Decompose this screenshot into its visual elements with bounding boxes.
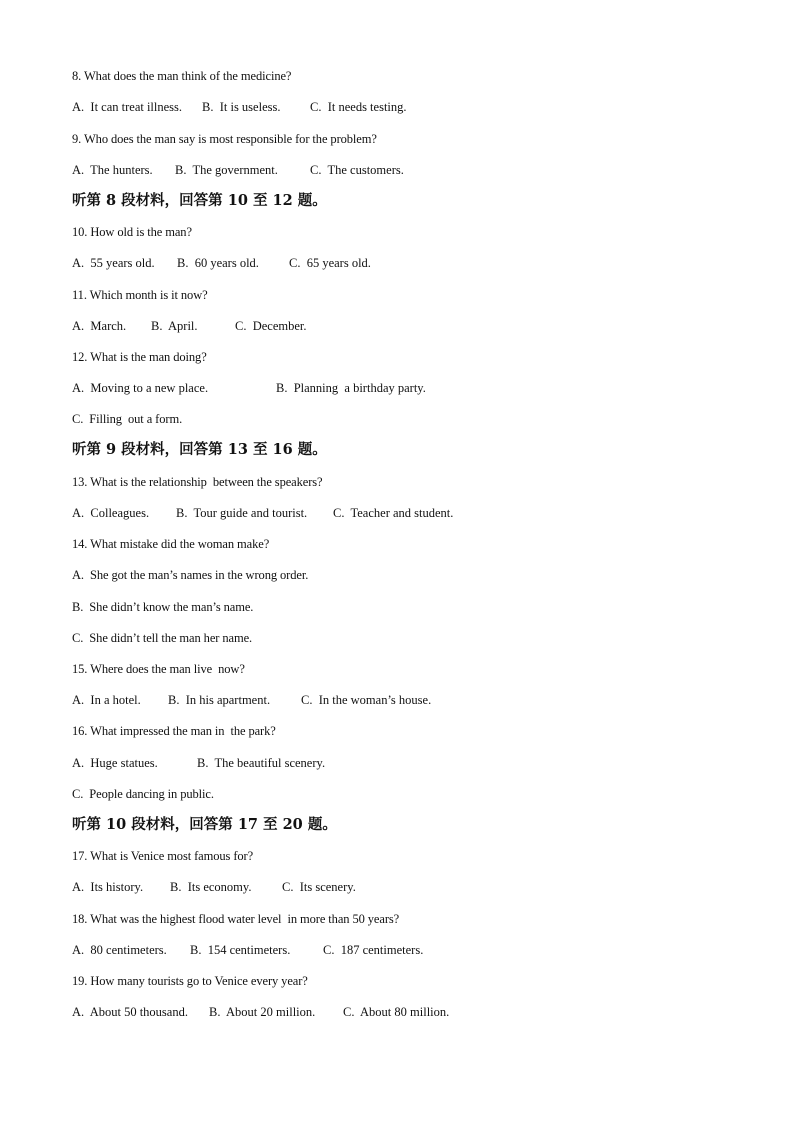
section-heading-9: 听第 9 段材料，回答第 13 至 16 题。	[72, 441, 327, 458]
option-b: B. About 20 million.	[209, 1005, 316, 1019]
option-a: A. Its history.	[72, 880, 144, 894]
question-13: 13. What is the relationship between the speakers?	[72, 475, 323, 489]
question-14: 14. What mistake did the woman make?	[72, 537, 270, 551]
option-a: A. In a hotel.	[72, 693, 141, 707]
option-a: A. About 50 thousand.	[72, 1005, 188, 1019]
question-11: 11. Which month is it now?	[72, 288, 208, 302]
option-c: C. 65 years old.	[289, 256, 371, 270]
option-b: B. 154 centimeters.	[190, 943, 291, 957]
option-b: B. The government.	[175, 163, 278, 177]
option-a: A. She got the man’s names in the wrong order.	[72, 568, 309, 582]
question-10: 10. How old is the man?	[72, 225, 192, 239]
question-8: 8. What does the man think of the medicine?	[72, 69, 292, 83]
option-a: A. 80 centimeters.	[72, 943, 167, 957]
option-b: B. She didn’t know the man’s name.	[72, 600, 254, 614]
option-c: C. December.	[235, 319, 307, 333]
option-c: C. 187 centimeters.	[323, 943, 424, 957]
question-19: 19. How many tourists go to Venice every year?	[72, 974, 308, 988]
option-b: B. Its economy.	[170, 880, 252, 894]
option-b: B. In his apartment.	[168, 693, 271, 707]
option-b: B. Planning a birthday party.	[276, 381, 426, 395]
option-b: B. It is useless.	[202, 100, 281, 114]
option-c: C. Its scenery.	[282, 880, 356, 894]
option-b: B. April.	[151, 319, 198, 333]
option-b: B. Tour guide and tourist.	[176, 506, 308, 520]
section-heading-8: 听第 8 段材料，回答第 10 至 12 题。	[72, 192, 327, 209]
question-17: 17. What is Venice most famous for?	[72, 849, 254, 863]
option-b: B. The beautiful scenery.	[197, 756, 326, 770]
option-c: C. In the woman’s house.	[301, 693, 432, 707]
option-c: C. She didn’t tell the man her name.	[72, 631, 253, 645]
option-a: A. March.	[72, 319, 127, 333]
option-a: A. 55 years old.	[72, 256, 155, 270]
option-a: A. Colleagues.	[72, 506, 150, 520]
option-c: C. It needs testing.	[310, 100, 407, 114]
option-c: C. Filling out a form.	[72, 412, 183, 426]
question-16: 16. What impressed the man in the park?	[72, 724, 276, 738]
question-12: 12. What is the man doing?	[72, 350, 207, 364]
option-c: C. The customers.	[310, 163, 404, 177]
option-c: C. Teacher and student.	[333, 506, 454, 520]
option-a: A. The hunters.	[72, 163, 153, 177]
option-a: A. Moving to a new place.	[72, 381, 209, 395]
option-c: C. People dancing in public.	[72, 787, 214, 801]
option-b: B. 60 years old.	[177, 256, 259, 270]
question-9: 9. Who does the man say is most responsible for the problem?	[72, 132, 377, 146]
option-a: A. Huge statues.	[72, 756, 158, 770]
option-a: A. It can treat illness.	[72, 100, 183, 114]
question-15: 15. Where does the man live now?	[72, 662, 245, 676]
section-heading-10: 听第 10 段材料，回答第 17 至 20 题。	[72, 816, 337, 833]
question-18: 18. What was the highest flood water level in more than 50 years?	[72, 912, 400, 926]
option-c: C. About 80 million.	[343, 1005, 450, 1019]
